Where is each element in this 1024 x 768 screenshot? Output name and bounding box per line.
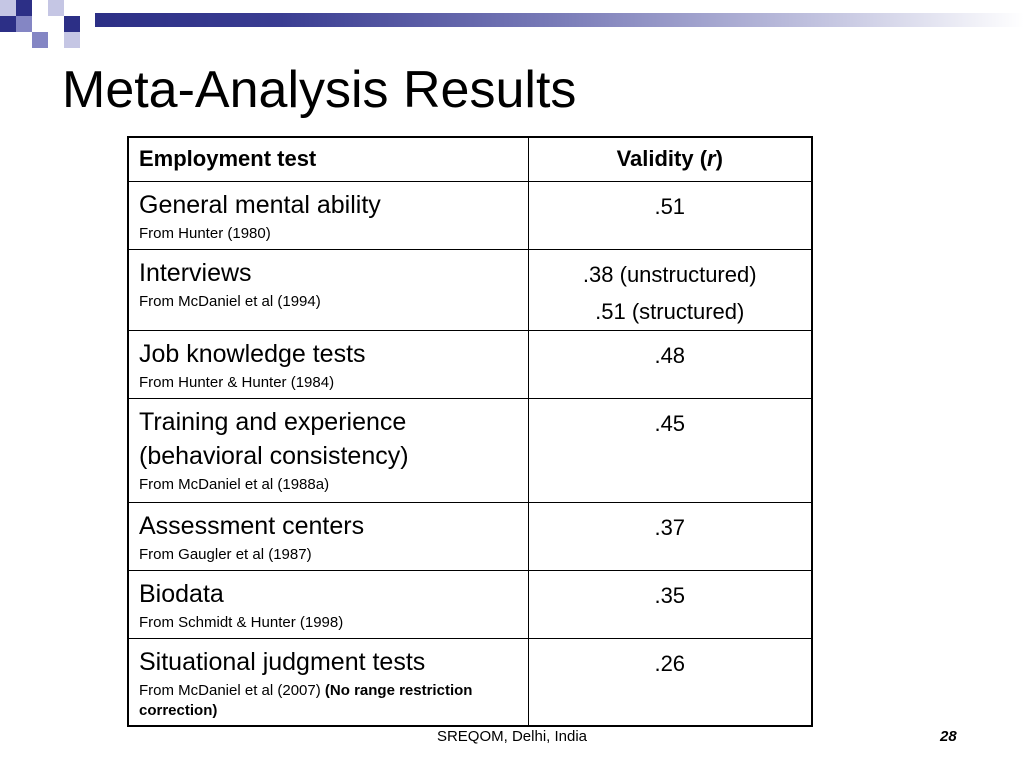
table-row (128, 502, 812, 570)
header-validity-r: r (707, 146, 716, 171)
validity-cell (528, 570, 812, 638)
employment-test-cell (128, 570, 528, 638)
test-source: From McDaniel et al (1988a) (139, 475, 330, 493)
header-gradient-bar (95, 13, 1024, 27)
footer-text: SREQOM, Delhi, India (436, 728, 588, 745)
header-square (16, 0, 32, 16)
header-square (48, 0, 64, 16)
header-square (32, 32, 48, 48)
header-square (64, 32, 80, 48)
validity-value: .48 (654, 342, 686, 368)
table-header-row (128, 137, 812, 181)
validity-cell (528, 638, 812, 726)
test-source: From Gaugler et al (1987) (139, 545, 312, 563)
validity-cell (528, 181, 812, 249)
header-square (16, 16, 32, 32)
employment-test-cell (128, 181, 528, 249)
test-source: From Hunter (1980) (139, 224, 271, 242)
validity-cell (528, 502, 812, 570)
test-source: From Schmidt & Hunter (1998) (139, 613, 344, 631)
validity-value: .51 (structured) (595, 298, 745, 324)
validity-value: .51 (654, 193, 686, 219)
employment-test-cell (128, 638, 528, 726)
test-source: From Hunter & Hunter (1984) (139, 373, 335, 391)
validity-value: .38 (unstructured) (582, 261, 757, 287)
test-source: From McDaniel et al (1994) (139, 292, 321, 310)
table-row (128, 181, 812, 249)
test-name: Assessment centers (139, 511, 365, 540)
validity-cell (528, 249, 812, 330)
test-name: Biodata (139, 579, 224, 608)
employment-test-cell (128, 249, 528, 330)
employment-test-cell (128, 398, 528, 502)
test-source-text: From McDaniel et al (2007) (139, 681, 325, 699)
table-row (128, 398, 812, 502)
test-name: Situational judgment tests (139, 647, 426, 676)
table-row (128, 330, 812, 398)
results-table (127, 136, 813, 727)
test-name: Interviews (139, 258, 252, 287)
employment-test-cell (128, 502, 528, 570)
test-name: General mental ability (139, 190, 381, 219)
test-name: Job knowledge tests (139, 339, 366, 368)
header-square (0, 16, 16, 32)
validity-cell (528, 330, 812, 398)
header-validity-suffix: ) (715, 146, 723, 171)
header-square (64, 16, 80, 32)
table-row (128, 638, 812, 726)
test-source-note: (No range restriction correction) (139, 681, 473, 719)
validity-cell (528, 398, 812, 502)
header-employment-test: Employment test (128, 137, 528, 181)
page-number: 28 (940, 728, 957, 745)
validity-value: .35 (654, 582, 686, 608)
slide-title: Meta-Analysis Results (62, 61, 577, 119)
employment-test-cell (128, 330, 528, 398)
validity-value: .45 (654, 410, 686, 436)
table-row (128, 570, 812, 638)
table-row (128, 249, 812, 330)
validity-value: .37 (654, 514, 686, 540)
validity-value: .26 (654, 650, 686, 676)
header-validity (528, 137, 812, 181)
header-square (0, 0, 16, 16)
test-name: Training and experience (behavioral consistency) (139, 407, 409, 470)
decorative-header-band (0, 0, 1024, 48)
test-source (139, 681, 518, 721)
header-validity-prefix: Validity ( (616, 146, 708, 171)
